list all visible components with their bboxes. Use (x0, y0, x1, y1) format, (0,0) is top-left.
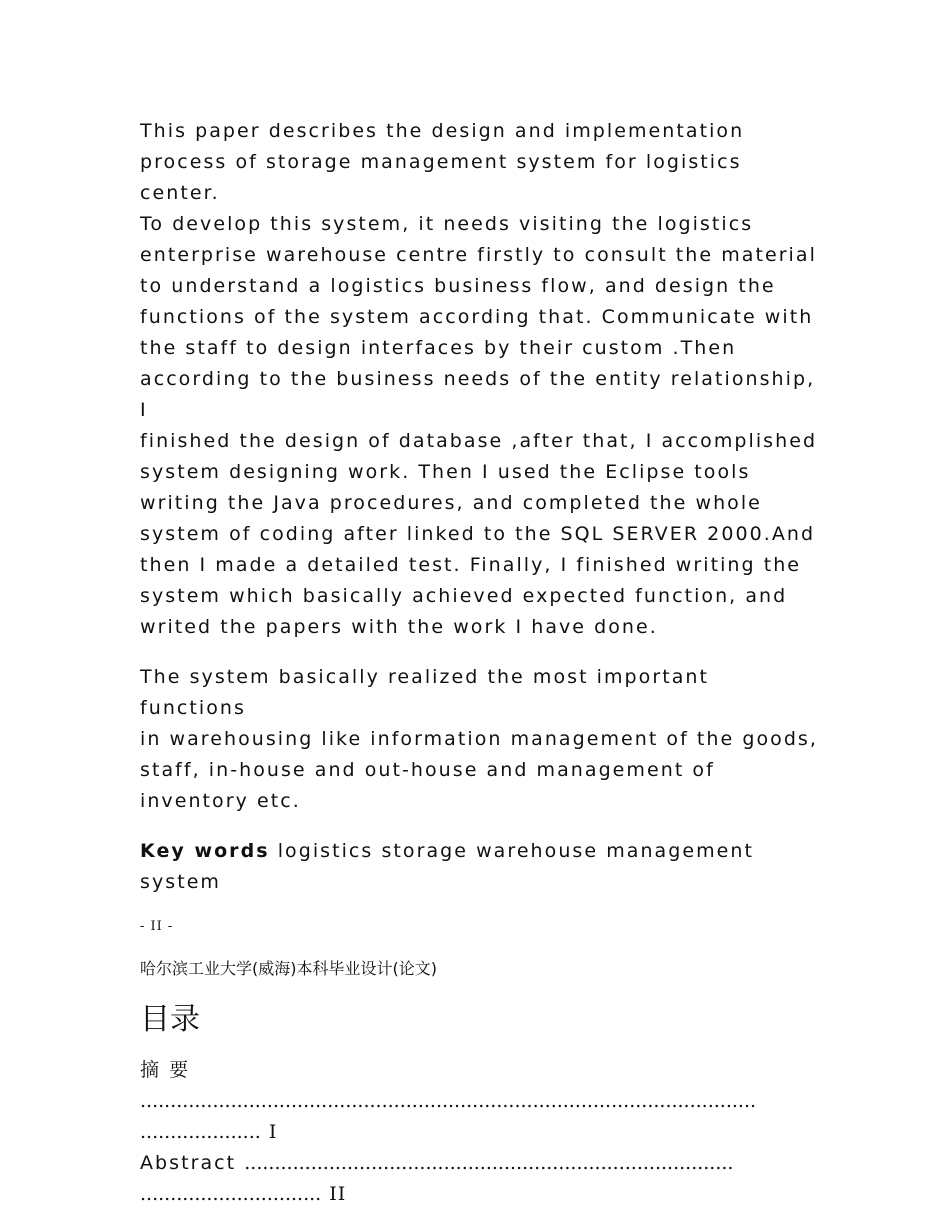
keywords-line (140, 836, 820, 898)
page-number: - II - (140, 919, 174, 934)
thesis-header: 哈尔滨工业大学(威海)本科毕业设计(论文) (140, 959, 437, 978)
toc-entry-label: Abstract (140, 1152, 237, 1174)
toc-entry-page: I (268, 1121, 278, 1143)
toc-entry-page: II (329, 1183, 347, 1205)
toc-title: 目录 (140, 1002, 200, 1037)
keywords-label: Key words (140, 840, 270, 862)
toc-entry-leader: .............................. (140, 1183, 322, 1205)
toc-entry-abstract-cn[interactable] (140, 1055, 820, 1148)
abstract-paragraph-1: This paper describes the design and implementation process of storage management system for logistics center. To develop this system, it needs visiting the logistics enterprise warehouse centre firstly to consult the material to understand a logistics business flow, and design the functions of the system according that. Communicate with the staff to design interfaces by their custom .Then according to the business needs of the entity relationship, I finished the design of database ,after that, I accomplished system designing work. Then I used the Eclipse tools writing the Java procedures, and completed the whole system of coding after linked to the SQL SERVER 2000.And then I made a detailed test. Finally, I finished writing the system which basically achieved expected function, and writed the papers with the work I have done. (140, 120, 818, 638)
toc-entry-leader: ...................................................................................................... (140, 1090, 757, 1112)
toc-entry-abstract-en[interactable] (140, 1148, 820, 1210)
toc-entry-leader: ................................................................................. (244, 1152, 734, 1174)
abstract-paragraph-2: The system basically realized the most important functions in warehousing like information management of the goods, staff, in-house and out-house and management of inventory etc. (140, 666, 818, 812)
toc-entry-leader: .................... (140, 1121, 261, 1143)
toc-entry-label: 摘 要 (140, 1059, 191, 1081)
keywords-text: logistics storage warehouse management system (140, 840, 754, 893)
document-page (140, 116, 820, 1210)
